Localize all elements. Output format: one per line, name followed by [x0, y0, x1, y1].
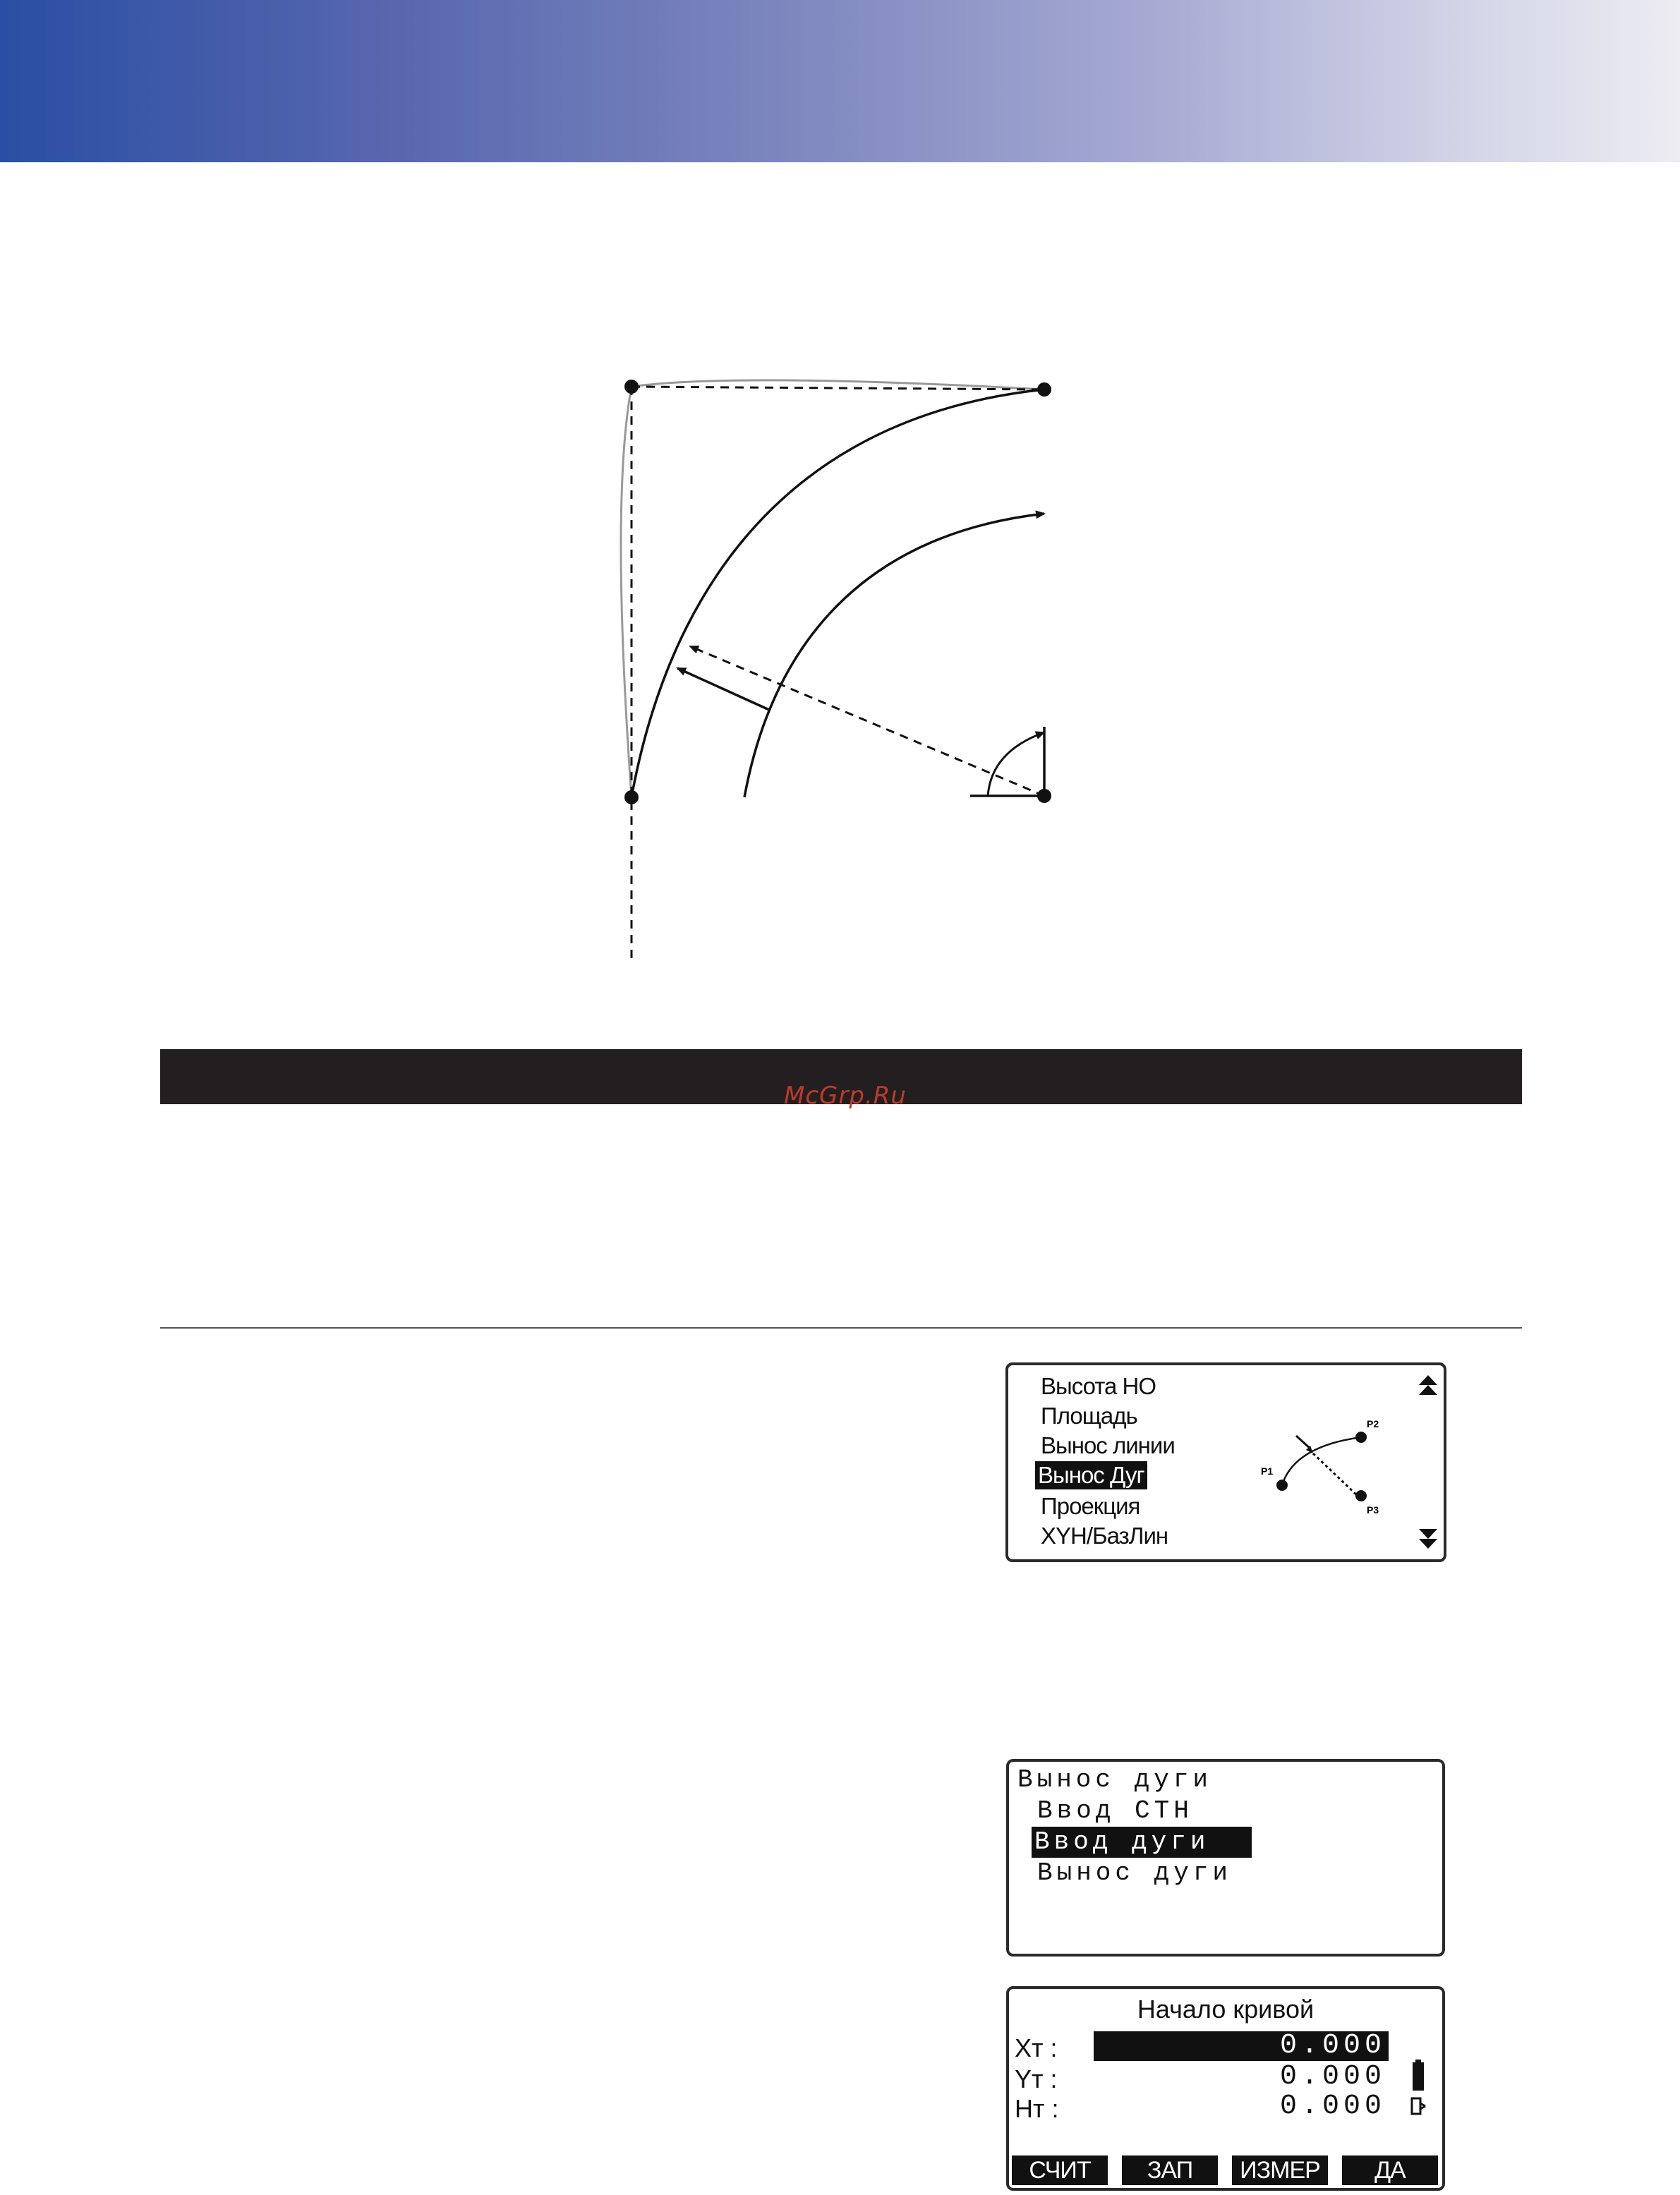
- radius-arrow: [690, 646, 1044, 796]
- divider-line: [160, 1327, 1522, 1329]
- menu-item-projection[interactable]: Проекция: [1041, 1493, 1140, 1519]
- menu-item-arc-stakeout[interactable]: Вынос Дуг: [1035, 1461, 1147, 1489]
- menu-item-height[interactable]: Высота НО: [1041, 1373, 1156, 1399]
- offset-arc: [744, 514, 1044, 797]
- arc-diagram: [593, 360, 1072, 981]
- double-up-arrow-icon[interactable]: [1418, 1374, 1439, 1398]
- watermark-text: McGrp.Ru: [784, 1082, 907, 1110]
- lcd-curve-start-screen: [1006, 1986, 1445, 2191]
- prism-icon: [1410, 2096, 1427, 2117]
- softkey-ok[interactable]: ДА: [1342, 2155, 1438, 2185]
- top-banner: [0, 0, 1680, 162]
- arc-stakeout-icon: [1255, 1415, 1396, 1520]
- point-center: [1037, 789, 1051, 803]
- arc-item-arc-stakeout[interactable]: Вынос дуги: [1037, 1858, 1233, 1887]
- coord-value-y[interactable]: 0.000: [1279, 2061, 1386, 2093]
- coord-label-y: Yт :: [1015, 2064, 1058, 2093]
- arc-item-arc-input[interactable]: Ввод дуги: [1032, 1827, 1252, 1858]
- battery-icon: [1411, 2060, 1425, 2092]
- menu-item-xyh-baseline[interactable]: XYH/БазЛин: [1041, 1523, 1168, 1549]
- double-down-arrow-icon[interactable]: [1418, 1526, 1439, 1550]
- arc-screen-title: Вынос дуги: [1017, 1765, 1213, 1794]
- lcd-arc-submenu: [1006, 1759, 1445, 1957]
- point-start: [624, 790, 639, 804]
- coord-label-x: Xт :: [1015, 2033, 1058, 2062]
- point-top-right: [1037, 382, 1051, 397]
- icon-label-p2: P2: [1367, 1418, 1379, 1429]
- softkey-measure[interactable]: ИЗМЕР: [1232, 2155, 1328, 2185]
- softkey-record[interactable]: ЗАП: [1122, 2155, 1218, 2185]
- lcd-menu-screen: [1005, 1362, 1446, 1562]
- arc-item-station-input[interactable]: Ввод СТН: [1037, 1796, 1193, 1825]
- coords-screen-title: Начало кривой: [1137, 1995, 1315, 2024]
- gray-left-curve: [621, 387, 631, 797]
- icon-label-p1: P1: [1261, 1465, 1274, 1477]
- coord-label-h: Hт :: [1015, 2094, 1059, 2123]
- icon-label-p3: P3: [1367, 1504, 1379, 1516]
- menu-item-line-stakeout[interactable]: Вынос линии: [1041, 1432, 1175, 1458]
- main-arc: [631, 389, 1044, 797]
- softkey-read[interactable]: СЧИТ: [1012, 2155, 1108, 2185]
- coord-value-x[interactable]: 0.000: [1094, 2031, 1389, 2061]
- angle-arc: [988, 732, 1044, 796]
- point-top-left: [624, 380, 639, 394]
- menu-item-area[interactable]: Площадь: [1041, 1403, 1137, 1429]
- coord-value-h[interactable]: 0.000: [1279, 2091, 1386, 2122]
